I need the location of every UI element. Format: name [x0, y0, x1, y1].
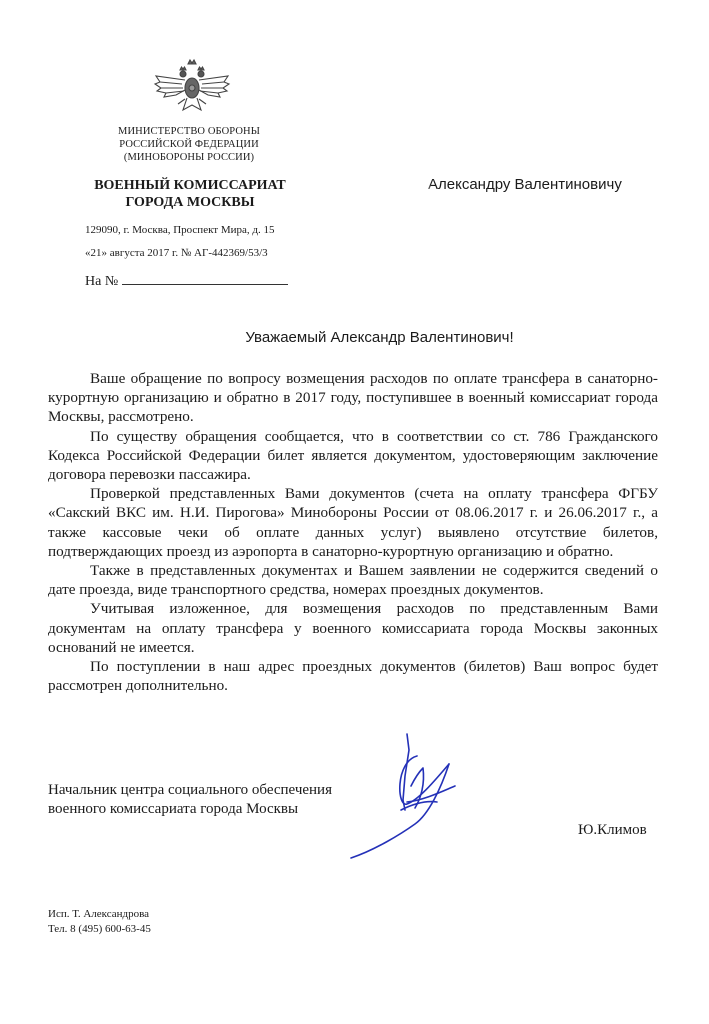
ministry-line: МИНИСТЕРСТВО ОБОРОНЫ	[118, 126, 260, 137]
redaction-mark	[340, 174, 425, 200]
commissariat-name	[60, 177, 320, 211]
ministry-name	[96, 125, 282, 164]
signer-position-line: Начальник центра социального обеспечения	[48, 782, 332, 798]
incoming-reference-blank	[122, 272, 288, 285]
ministry-line: РОССИЙСКОЙ ФЕДЕРАЦИИ	[119, 139, 259, 150]
incoming-reference	[85, 272, 288, 290]
outgoing-reference: «21» августа 2017 г. № АГ-442369/53/3	[85, 247, 268, 259]
double-headed-eagle-icon	[152, 58, 232, 118]
body-paragraph: По существу обращения сообщается, что в соответствии со ст. 786 Гражданского Кодекса Российской Федерации билет является документом, удостоверяющим заключение договора перевозки пассажира.	[48, 427, 658, 484]
executor-info	[48, 907, 151, 937]
addressee-name: Александру Валентиновичу	[428, 176, 622, 193]
salutation: Уважаемый Александр Валентинович!	[245, 329, 514, 346]
commissariat-line: ГОРОДА МОСКВЫ	[125, 195, 255, 210]
commissariat-line: ВОЕННЫЙ КОМИССАРИАТ	[94, 178, 286, 193]
body-paragraph: По поступлении в наш адрес проездных документов (билетов) Ваш вопрос будет рассмотрен дополнительно.	[48, 658, 658, 695]
body-paragraph: Ваше обращение по вопросу возмещения расходов по оплате трансфера в санаторно-курортную организацию и обратно в 2017 году, поступившее в военный комиссариат города Москвы, рассмотрено.	[48, 370, 658, 426]
letter-body	[48, 369, 658, 695]
handwritten-signature	[345, 728, 485, 868]
body-paragraph: Учитывая изложенное, для возмещения расходов по представленным Вами документам на оплату трансфера у военного комиссариата города Москвы законных оснований не имеется.	[48, 600, 658, 656]
sender-address: 129090, г. Москва, Проспект Мира, д. 15	[85, 224, 275, 236]
incoming-reference-label: На №	[85, 274, 119, 289]
redaction-mark	[340, 200, 640, 230]
signer-position	[48, 781, 388, 819]
signer-name: Ю.Климов	[578, 822, 647, 838]
ministry-line: (МИНОБОРОНЫ РОССИИ)	[123, 152, 255, 163]
body-paragraph: Также в представленных документах и Вашем заявлении не содержится сведений о дате проезда, виде транспортного средства, номерах проездных документов.	[48, 562, 658, 599]
executor-phone: Тел. 8 (495) 600-63-45	[48, 923, 151, 935]
signer-position-line: военного комиссариата города Москвы	[48, 801, 299, 817]
executor-name: Исп. Т. Александрова	[48, 908, 150, 920]
body-paragraph: Проверкой представленных Вами документов (счета на оплату трансфера ФГБУ «Сакский ВКС им. Н.И. Пирогова» Минобороны России от 08.06.2017 г. и 26.06.2017 г., а также кассовые чеки об оплате данных услуг) выявлено отсутствие билетов, подтверждающих проезд из аэропорта в санаторно-курортную организацию и обратно.	[48, 485, 658, 560]
